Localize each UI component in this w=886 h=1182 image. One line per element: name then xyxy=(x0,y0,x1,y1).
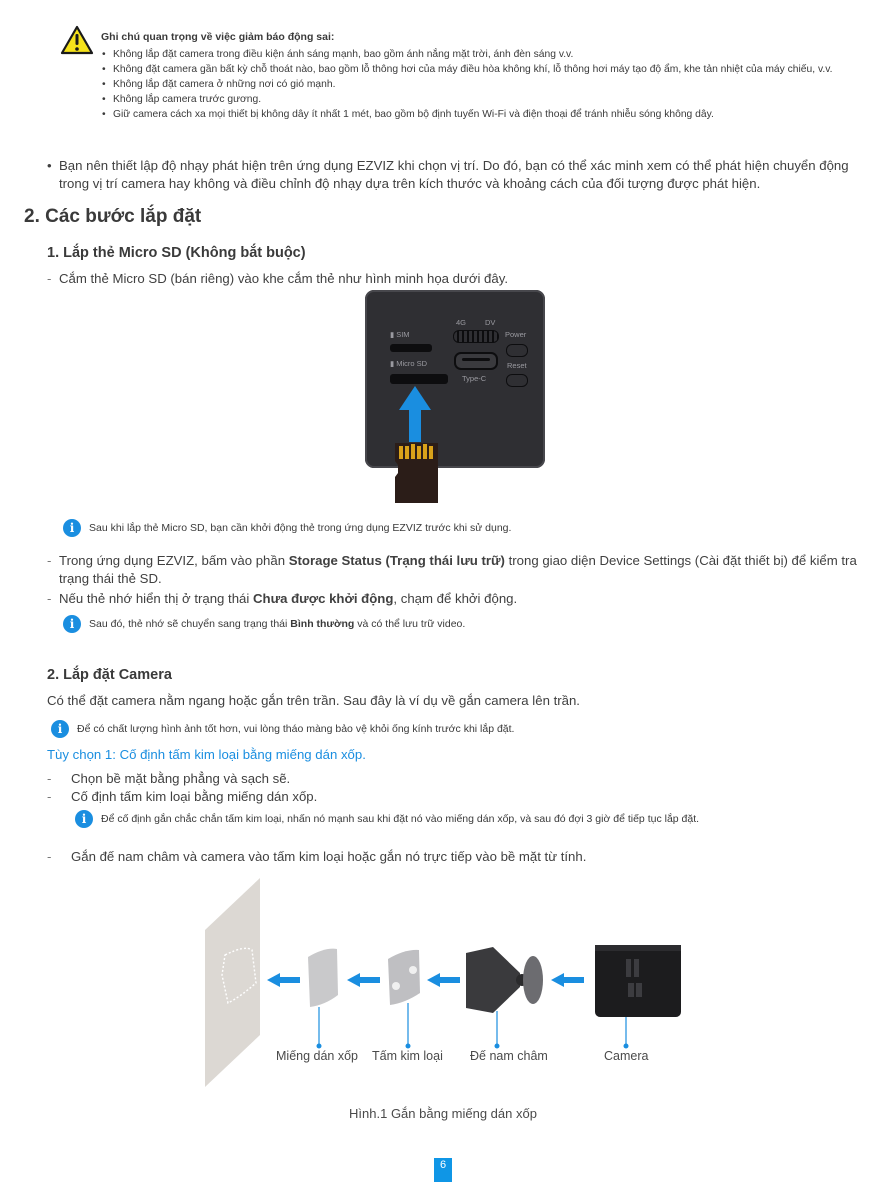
dv-label: DV xyxy=(485,318,496,327)
info-icon: i xyxy=(63,519,81,537)
step2-title: 2. Lắp đặt Camera xyxy=(47,667,172,683)
camera-label: Camera xyxy=(604,1049,649,1063)
sim-slot xyxy=(390,344,432,352)
text: , chạm để khởi động. xyxy=(393,591,518,606)
dash-glyph: - xyxy=(47,553,52,568)
storage-status-term: Storage Status (Trạng thái lưu trữ) xyxy=(288,553,505,568)
step2-item xyxy=(47,788,317,806)
camera-back-panel-illustration xyxy=(365,290,545,468)
section-title: 2. Các bước lắp đặt xyxy=(24,206,202,227)
usb-c-port xyxy=(454,352,498,370)
step1-instruction xyxy=(47,270,867,288)
step2-item xyxy=(47,770,290,788)
fix-plate-note xyxy=(75,810,699,828)
note-text: Để cố định gắn chắc chắn tấm kim loại, nhấn nó mạnh sau khi đặt nó vào miếng dán xốp, và sau đó đợi 3 giờ để tiếp tục lắp đặt. xyxy=(101,813,700,825)
foam-pad-label: Miếng dán xốp xyxy=(276,1049,359,1063)
item-text: Cố định tấm kim loại bằng miếng dán xốp. xyxy=(71,789,318,804)
power-button-illustration xyxy=(506,344,528,357)
sensitivity-text: Bạn nên thiết lập độ nhạy phát hiện trên ứng dụng EZVIZ khi chọn vị trí. Do đó, bạn có thể xác minh xem có thể phát hiện chuyển động trong vị trí camera hay không và điều chỉnh độ nhạy dựa trên kích thước và khoảng cách của đối tượng được phát hiện. xyxy=(59,158,849,191)
4g-label: 4G xyxy=(456,318,467,327)
text: Nếu thẻ nhớ hiển thị ở trạng thái xyxy=(59,591,253,606)
dash-glyph: - xyxy=(47,271,52,286)
note-text: Để có chất lượng hình ảnh tốt hơn, vui lòng tháo màng bảo vệ khỏi ống kính trước khi lắp đặt. xyxy=(77,723,515,735)
info-icon: i xyxy=(63,615,81,633)
dash-glyph: - xyxy=(47,849,52,864)
dash-glyph: - xyxy=(47,771,52,786)
item-text: Chọn bề mặt bằng phẳng và sạch sẽ. xyxy=(71,771,291,786)
step2-intro: Có thể đặt camera nằm ngang hoặc gắn trên trần. Sau đây là ví dụ về gắn camera lên trần. xyxy=(47,693,580,708)
mounting-diagram xyxy=(200,875,690,1090)
lens-film-note xyxy=(51,720,514,738)
item-text: Gắn đế nam châm và camera vào tấm kim loại hoặc gắn nó trực tiếp vào bề mặt từ tính. xyxy=(71,849,587,864)
warning-item: • Không lắp đặt camera trong điều kiện ánh sáng mạnh, bao gồm ánh nắng mặt trời, ánh đèn sáng v.v. xyxy=(101,47,871,62)
warning-item: • Không lắp camera trước gương. xyxy=(101,92,871,107)
note-text: Sau đó, thẻ nhớ sẽ chuyển sang trạng thái Bình thường và có thể lưu trữ video. xyxy=(89,618,466,630)
micro-sd-slot xyxy=(390,374,448,384)
sd-init-note xyxy=(63,519,511,537)
storage-status-item xyxy=(47,552,867,587)
reset-button-illustration xyxy=(506,374,528,387)
type-c-label: Type-C xyxy=(462,374,487,383)
power-label: Power xyxy=(505,330,527,339)
initialize-item xyxy=(47,590,867,608)
dash-glyph: - xyxy=(47,591,52,606)
magnetic-base-label: Đế nam châm xyxy=(470,1049,548,1063)
warning-item: • Không đặt camera gần bất kỳ chỗ thoát nào, bao gồm lỗ thông hơi của máy điều hòa không khí, lỗ thông hơi máy tạo độ ẩm, khe tản nhiệt của máy chiếu, v.v. xyxy=(101,62,871,77)
text: Trong ứng dụng EZVIZ, bấm vào phần xyxy=(59,553,289,568)
normal-status-note xyxy=(63,615,465,633)
figure-caption: Hình.1 Gắn bằng miếng dán xốp xyxy=(349,1106,537,1121)
micro-sd-card-icon xyxy=(395,443,438,503)
info-icon: i xyxy=(75,810,93,828)
dash-glyph: - xyxy=(47,789,52,804)
reset-label: Reset xyxy=(507,361,527,370)
sensitivity-bullet xyxy=(47,157,867,192)
warning-title: Ghi chú quan trọng về việc giảm báo động sai: xyxy=(101,31,335,43)
note-text: Sau khi lắp thẻ Micro SD, bạn cần khởi động thẻ trong ứng dụng EZVIZ trước khi sử dụng. xyxy=(89,522,512,534)
info-icon: i xyxy=(51,720,69,738)
metal-plate-label: Tấm kim loại xyxy=(372,1049,443,1063)
warning-item: • Giữ camera cách xa mọi thiết bị không dây ít nhất 1 mét, bao gồm bộ định tuyến Wi-Fi và điện thoại để tránh nhiễu sóng không dây. xyxy=(101,107,871,122)
text: trong giao diện Device Settings (Cài đặt thiết bị) để kiểm tra trạng thái thẻ SD. xyxy=(59,553,857,586)
insert-arrow-icon xyxy=(398,386,432,442)
uninitialized-term: Chưa được khởi động xyxy=(252,591,394,606)
instruction-text: Cắm thẻ Micro SD (bán riêng) vào khe cắm thẻ như hình minh họa dưới đây. xyxy=(59,271,509,286)
warning-triangle-icon xyxy=(60,25,94,55)
page-number: 6 xyxy=(434,1158,452,1182)
micro-sd-label: ▮ Micro SD xyxy=(390,359,428,368)
warning-list xyxy=(101,47,871,122)
step1-title: 1. Lắp thẻ Micro SD (Không bắt buộc) xyxy=(47,245,306,261)
bullet-glyph: • xyxy=(47,158,52,173)
step2-item xyxy=(47,848,586,866)
warning-item: • Không lắp đặt camera ở những nơi có gió mạnh. xyxy=(101,77,871,92)
sim-label: ▮ SIM xyxy=(390,330,410,339)
mode-switch xyxy=(453,330,499,343)
option1-heading: Tùy chọn 1: Cố định tấm kim loại bằng miếng dán xốp. xyxy=(47,747,366,762)
